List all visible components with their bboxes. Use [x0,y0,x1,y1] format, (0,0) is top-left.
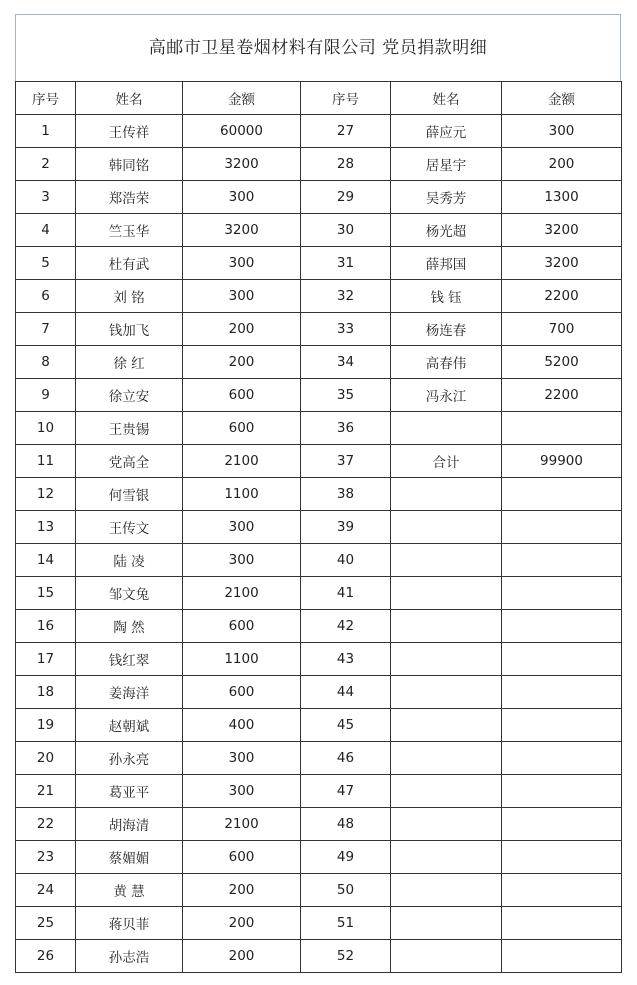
cell-name-2 [391,478,502,511]
cell-amount: 60000 [183,115,301,148]
table-row [16,148,622,181]
cell-no: 8 [16,346,76,379]
cell-amount-2 [502,643,622,676]
cell-no: 22 [16,808,76,841]
cell-amount: 300 [183,742,301,775]
cell-name-2 [391,907,502,940]
cell-name: 竺玉华 [76,214,183,247]
cell-name: 葛亚平 [76,775,183,808]
cell-no-2: 34 [301,346,391,379]
cell-no: 7 [16,313,76,346]
table-row [16,742,622,775]
table-row [16,412,622,445]
cell-no: 1 [16,115,76,148]
cell-name-2: 居星宇 [391,148,502,181]
cell-amount-2 [502,511,622,544]
cell-no-2: 41 [301,577,391,610]
cell-no: 17 [16,643,76,676]
cell-amount: 200 [183,874,301,907]
table-row [16,940,622,973]
table-row [16,808,622,841]
cell-name-2 [391,808,502,841]
cell-amount: 300 [183,511,301,544]
cell-name: 王传文 [76,511,183,544]
cell-amount-2: 5200 [502,346,622,379]
cell-amount: 300 [183,247,301,280]
page-title: 高邮市卫星卷烟材料有限公司 党员捐款明细 [16,15,620,82]
table-row [16,445,622,478]
table-row [16,577,622,610]
cell-amount: 600 [183,610,301,643]
cell-name: 蔡媚媚 [76,841,183,874]
cell-name: 王贵锡 [76,412,183,445]
cell-amount-2 [502,610,622,643]
cell-no: 20 [16,742,76,775]
cell-no: 6 [16,280,76,313]
cell-no-2: 40 [301,544,391,577]
cell-amount-2 [502,742,622,775]
cell-amount: 3200 [183,214,301,247]
cell-amount: 600 [183,676,301,709]
cell-no: 26 [16,940,76,973]
cell-name-2 [391,709,502,742]
cell-name-2 [391,511,502,544]
cell-name-2: 高春伟 [391,346,502,379]
cell-amount: 200 [183,313,301,346]
cell-amount: 200 [183,346,301,379]
cell-name: 蒋贝菲 [76,907,183,940]
cell-amount-2: 3200 [502,247,622,280]
donation-sheet [15,14,621,966]
cell-no-2: 27 [301,115,391,148]
cell-no-2: 33 [301,313,391,346]
cell-amount-2 [502,874,622,907]
cell-no-2: 46 [301,742,391,775]
cell-amount-2: 3200 [502,214,622,247]
cell-no-2: 35 [301,379,391,412]
cell-amount-2 [502,808,622,841]
cell-amount: 600 [183,412,301,445]
table-row [16,709,622,742]
table-row [16,775,622,808]
cell-no-2: 45 [301,709,391,742]
cell-no-2: 43 [301,643,391,676]
cell-no: 16 [16,610,76,643]
cell-name: 刘 铭 [76,280,183,313]
cell-amount-2: 99900 [502,445,622,478]
cell-name-2 [391,577,502,610]
cell-name: 邹文兔 [76,577,183,610]
header-no: 序号 [16,82,76,115]
cell-amount: 200 [183,940,301,973]
cell-amount: 300 [183,280,301,313]
header-row [16,82,622,115]
cell-name-2 [391,610,502,643]
cell-amount: 300 [183,544,301,577]
cell-no-2: 48 [301,808,391,841]
header-no-2: 序号 [301,82,391,115]
cell-no: 4 [16,214,76,247]
header-name: 姓名 [76,82,183,115]
cell-no-2: 51 [301,907,391,940]
cell-no-2: 32 [301,280,391,313]
cell-name: 陆 凌 [76,544,183,577]
cell-amount-2 [502,544,622,577]
cell-no: 12 [16,478,76,511]
cell-no-2: 39 [301,511,391,544]
cell-name-2: 杨连春 [391,313,502,346]
cell-amount: 1100 [183,478,301,511]
cell-amount-2: 700 [502,313,622,346]
cell-name: 陶 然 [76,610,183,643]
table-row [16,214,622,247]
cell-amount-2: 1300 [502,181,622,214]
cell-amount-2: 2200 [502,280,622,313]
cell-no: 9 [16,379,76,412]
cell-name: 徐立安 [76,379,183,412]
cell-name-2: 合计 [391,445,502,478]
cell-no: 2 [16,148,76,181]
cell-amount-2 [502,775,622,808]
table-row [16,313,622,346]
cell-no: 10 [16,412,76,445]
cell-amount-2 [502,577,622,610]
cell-name: 党高全 [76,445,183,478]
cell-no: 18 [16,676,76,709]
cell-amount: 600 [183,841,301,874]
cell-name: 郑浩荣 [76,181,183,214]
cell-no-2: 37 [301,445,391,478]
cell-amount-2: 2200 [502,379,622,412]
table-row [16,280,622,313]
table-row [16,676,622,709]
header-amount-2: 金额 [502,82,622,115]
table-row [16,511,622,544]
cell-no-2: 31 [301,247,391,280]
cell-amount: 3200 [183,148,301,181]
cell-amount-2 [502,940,622,973]
cell-amount-2 [502,907,622,940]
cell-name: 钱加飞 [76,313,183,346]
cell-no: 21 [16,775,76,808]
cell-amount-2 [502,412,622,445]
cell-name-2 [391,676,502,709]
cell-no: 3 [16,181,76,214]
cell-name-2 [391,940,502,973]
cell-name-2: 薛邦国 [391,247,502,280]
table-row [16,610,622,643]
cell-no: 5 [16,247,76,280]
table-row [16,346,622,379]
table-row [16,874,622,907]
cell-name-2: 钱 钰 [391,280,502,313]
cell-name-2 [391,775,502,808]
cell-no: 19 [16,709,76,742]
header-amount: 金额 [183,82,301,115]
cell-no-2: 47 [301,775,391,808]
cell-no: 25 [16,907,76,940]
table-row [16,181,622,214]
cell-name: 王传祥 [76,115,183,148]
cell-name: 何雪银 [76,478,183,511]
cell-name-2 [391,643,502,676]
cell-amount: 300 [183,775,301,808]
cell-name: 孙永亮 [76,742,183,775]
cell-name: 赵朝斌 [76,709,183,742]
cell-name: 韩同铭 [76,148,183,181]
cell-amount-2 [502,709,622,742]
cell-amount: 2100 [183,808,301,841]
cell-no: 11 [16,445,76,478]
cell-no-2: 30 [301,214,391,247]
cell-name-2 [391,841,502,874]
cell-name: 钱红翠 [76,643,183,676]
cell-amount: 200 [183,907,301,940]
cell-no: 23 [16,841,76,874]
cell-no-2: 42 [301,610,391,643]
cell-amount-2 [502,478,622,511]
cell-amount-2 [502,841,622,874]
table-row [16,643,622,676]
cell-name: 杜有武 [76,247,183,280]
cell-name-2 [391,874,502,907]
donation-table [15,81,622,973]
cell-name: 黄 慧 [76,874,183,907]
table-row [16,247,622,280]
cell-name-2: 冯永江 [391,379,502,412]
cell-name-2 [391,412,502,445]
table-row [16,841,622,874]
cell-amount: 2100 [183,577,301,610]
cell-amount: 300 [183,181,301,214]
cell-no-2: 44 [301,676,391,709]
cell-no-2: 50 [301,874,391,907]
header-name-2: 姓名 [391,82,502,115]
cell-no: 24 [16,874,76,907]
table-row [16,379,622,412]
table-row [16,478,622,511]
cell-no-2: 38 [301,478,391,511]
cell-no: 14 [16,544,76,577]
cell-name: 徐 红 [76,346,183,379]
cell-name: 姜海洋 [76,676,183,709]
table-row [16,544,622,577]
cell-amount: 400 [183,709,301,742]
cell-amount: 1100 [183,643,301,676]
cell-no-2: 52 [301,940,391,973]
cell-no-2: 29 [301,181,391,214]
cell-no: 15 [16,577,76,610]
table-row [16,115,622,148]
cell-no-2: 36 [301,412,391,445]
cell-no: 13 [16,511,76,544]
cell-amount-2: 200 [502,148,622,181]
cell-name-2: 杨光超 [391,214,502,247]
cell-name-2 [391,544,502,577]
cell-amount: 600 [183,379,301,412]
cell-no-2: 49 [301,841,391,874]
table-row [16,907,622,940]
cell-amount-2: 300 [502,115,622,148]
cell-name: 胡海清 [76,808,183,841]
cell-no-2: 28 [301,148,391,181]
cell-name: 孙志浩 [76,940,183,973]
cell-amount: 2100 [183,445,301,478]
cell-name-2: 薛应元 [391,115,502,148]
cell-name-2: 吴秀芳 [391,181,502,214]
cell-amount-2 [502,676,622,709]
cell-name-2 [391,742,502,775]
